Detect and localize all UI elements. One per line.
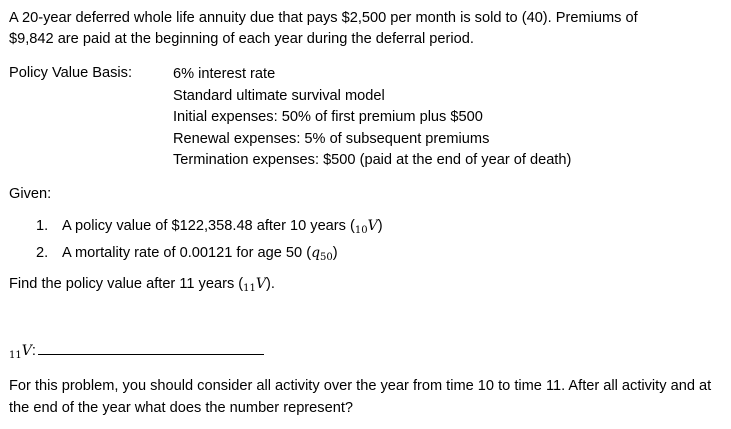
given-item-1-math xyxy=(355,218,378,234)
answer-line xyxy=(9,341,264,366)
given-item-1-close: ) xyxy=(377,218,383,234)
basis-interest: 6% interest rate xyxy=(173,66,276,82)
given-item-2-close: ) xyxy=(332,245,338,261)
basis-mortality: Standard ultimate survival model xyxy=(173,87,385,104)
given-item-2-number: 2. xyxy=(36,245,49,261)
given-item-1-subscript: 10 xyxy=(354,225,368,236)
answer-blank[interactable] xyxy=(38,341,264,355)
answer-colon: : xyxy=(31,343,36,359)
given-item-2-symbol: q xyxy=(311,245,321,261)
given-item-1-number: 1. xyxy=(36,218,49,234)
given-item-1-text: A policy value of $122,358.48 after 10 years ( xyxy=(62,218,355,234)
basis-initial-expenses: Initial expenses: 50% of first premium plus $500 xyxy=(173,109,483,126)
answer-subscript: 11 xyxy=(9,350,22,361)
intro-line-2: $9,842 are paid at the beginning of each year during the deferral period. xyxy=(9,31,474,47)
given-item-2-subscript: 50 xyxy=(320,252,333,263)
given-list xyxy=(36,215,383,269)
intro-line-1: A 20-year deferred whole life annuity due that pays $2,500 per month is sold to (40). Premiums of xyxy=(9,10,638,26)
task-subscript: 11 xyxy=(243,283,256,294)
basis-termination-expenses: Termination expenses: $500 (paid at the end of year of death) xyxy=(173,152,572,169)
given-item-1 xyxy=(36,215,383,242)
task-math xyxy=(243,276,266,292)
basis-renewal-expenses: Renewal expenses: 5% of subsequent premiums xyxy=(173,130,490,147)
task-prefix: Find the policy value after 11 years ( xyxy=(9,276,244,292)
task-line xyxy=(9,275,275,298)
answer-symbol: V xyxy=(21,343,32,359)
given-item-2-math xyxy=(311,245,333,261)
policy-value-basis-label: Policy Value Basis: xyxy=(9,65,133,81)
answer-math xyxy=(9,343,32,359)
given-item-1-symbol: V xyxy=(367,218,378,234)
given-item-2 xyxy=(36,242,383,269)
policy-value-basis-list xyxy=(173,64,571,172)
given-label: Given: xyxy=(9,186,52,202)
task-symbol: V xyxy=(255,276,267,292)
given-item-2-text: A mortality rate of 0.00121 for age 50 ( xyxy=(62,245,312,261)
task-suffix: ). xyxy=(266,276,275,292)
closing-paragraph: For this problem, you should consider all activity over the year from time 10 to time 11. After all activity and at the end of the year what does the number represent? xyxy=(9,378,712,416)
